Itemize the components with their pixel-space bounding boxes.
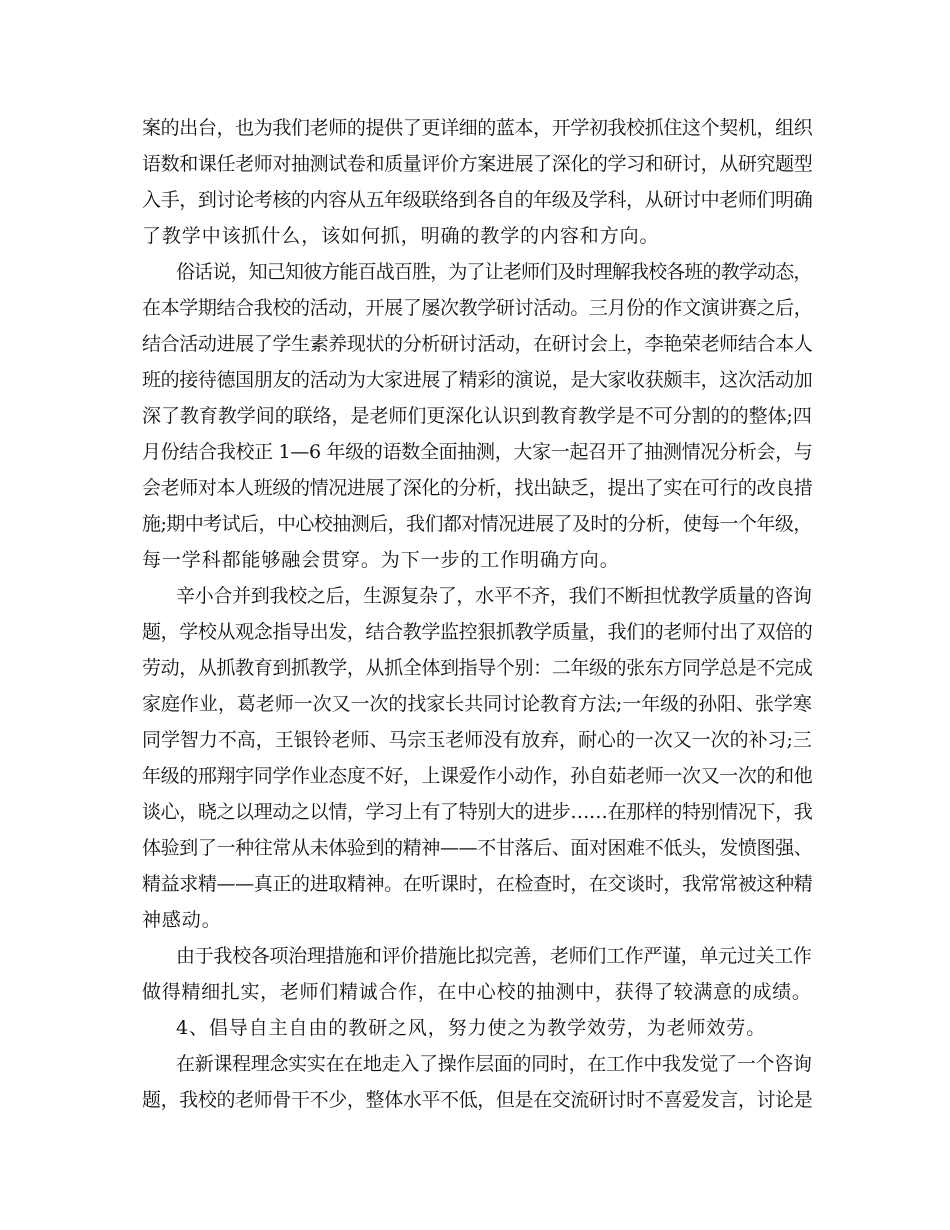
text-line: 谈心，晓之以理动之以情，学习上有了特别大的进步……在那样的特别情况下，我 bbox=[142, 801, 813, 823]
text-line: 精益求精——真正的进取精神。在听课时，在检查时，在交谈时，我常常被这种精 bbox=[142, 873, 813, 895]
text-line: 班的接待德国朋友的活动为大家进展了精彩的演说，是大家收获颇丰，这次活动加 bbox=[142, 369, 813, 391]
text-line: 做得精细扎实，老师们精诚合作，在中心校的抽测中，获得了较满意的成绩。 bbox=[142, 981, 812, 1003]
paragraph-first-line: 俗话说，知己知彼方能百战百胜，为了让老师们及时理解我校各班的教学动态， bbox=[176, 261, 812, 283]
paragraph-first-line: 辛小合并到我校之后，生源复杂了，水平不齐，我们不断担忧教学质量的咨询 bbox=[176, 585, 812, 607]
text-line: 神感动。 bbox=[142, 909, 222, 931]
text-line: 语数和课任老师对抽测试卷和质量评价方案进展了深化的学习和研讨，从研究题型 bbox=[142, 153, 813, 175]
paragraph-first-line: 由于我校各项治理措施和评价措施比拟完善，老师们工作严谨，单元过关工作 bbox=[176, 945, 812, 967]
section-heading: 4、倡导自主自由的教研之风，努力使之为教学效劳，为老师效劳。 bbox=[176, 1017, 767, 1039]
text-line: 体验到了一种往常从未体验到的精神——不甘落后、面对困难不低头，发愤图强、 bbox=[142, 837, 813, 859]
text-line: 了教学中该抓什么，该如何抓，明确的教学的内容和方向。 bbox=[142, 225, 660, 247]
text-line: 深了教育教学间的联络，是老师们更深化认识到教育教学是不可分割的的整体;四 bbox=[142, 405, 812, 427]
text-line: 月份结合我校正 1—6 年级的语数全面抽测，大家一起召开了抽测情况分析会，与 bbox=[142, 441, 813, 463]
text-line: 每一学科都能够融会贯穿。为下一步的工作明确方向。 bbox=[142, 549, 620, 571]
text-line: 施;期中考试后，中心校抽测后，我们都对情况进展了及时的分析，使每一个年级， bbox=[142, 513, 812, 535]
text-line: 同学智力不高，王银铃老师、马宗玉老师没有放弃，耐心的一次又一次的补习;三 bbox=[142, 729, 812, 751]
text-line: 年级的邢翔宇同学作业态度不好，上课爱作小动作，孙自茹老师一次又一次的和他 bbox=[142, 765, 813, 787]
text-line: 题，我校的老师骨干不少，整体水平不低，但是在交流研讨时不喜爱发言，讨论是 bbox=[142, 1089, 813, 1111]
text-line: 入手，到讨论考核的内容从五年级联络到各自的年级及学科，从研讨中老师们明确 bbox=[142, 189, 813, 211]
text-line: 案的出台，也为我们老师的提供了更详细的蓝本，开学初我校抓住这个契机，组织 bbox=[142, 117, 813, 139]
paragraph-first-line: 在新课程理念实实在在地走入了操作层面的同时，在工作中我发觉了一个咨询 bbox=[176, 1053, 812, 1075]
text-line: 结合活动进展了学生素养现状的分析研讨活动，在研讨会上，李艳荣老师结合本人 bbox=[142, 333, 813, 355]
text-line: 会老师对本人班级的情况进展了深化的分析，找出缺乏，提出了实在可行的改良措 bbox=[142, 477, 813, 499]
text-line: 在本学期结合我校的活动，开展了屡次教学研讨活动。三月份的作文演讲赛之后， bbox=[142, 297, 813, 319]
text-line: 劳动，从抓教育到抓教学，从抓全体到指导个别：二年级的张东方同学总是不完成 bbox=[142, 657, 813, 679]
text-line: 家庭作业，葛老师一次又一次的找家长共同讨论教育方法;一年级的孙阳、张学寒 bbox=[142, 693, 812, 715]
text-line: 题，学校从观念指导出发，结合教学监控狠抓教学质量，我们的老师付出了双倍的 bbox=[142, 621, 813, 643]
